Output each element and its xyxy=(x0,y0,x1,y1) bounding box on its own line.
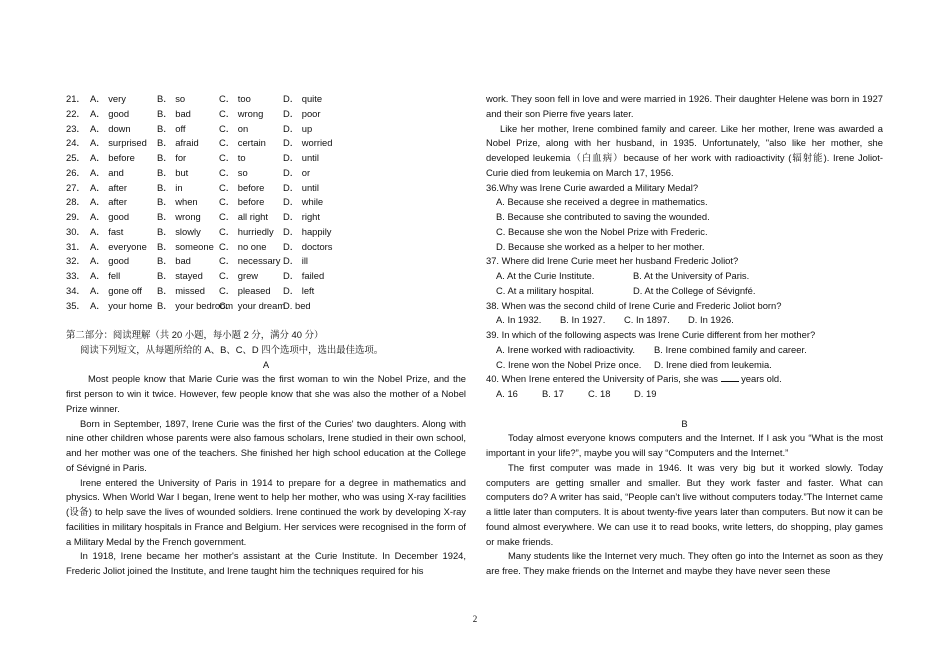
cloze-option-row xyxy=(66,107,466,122)
option-b: B． slowly xyxy=(157,225,201,237)
cloze-option-row xyxy=(66,269,466,284)
reading-questions xyxy=(486,181,883,402)
part2-title: 第二部分：阅读理解（共 20 小题，每小题 2 分，满分 40 分） xyxy=(66,329,324,340)
question-options-row xyxy=(486,225,883,240)
answer-option: B. Because she contributed to saving the wounded. xyxy=(496,211,710,222)
option-a: A． everyone xyxy=(90,240,147,252)
question-stem xyxy=(486,372,883,387)
option-d: D． worried xyxy=(283,137,333,149)
answer-option: A. Because she received a degree in mathematics. xyxy=(496,196,708,208)
option-c: C． to xyxy=(219,152,246,163)
option-b: B． afraid xyxy=(157,137,199,149)
cloze-option-row xyxy=(66,240,466,255)
question-stem-text: years old. xyxy=(741,373,782,385)
answer-option: B. 17 xyxy=(542,388,564,399)
option-c: C． certain xyxy=(219,137,266,149)
option-a: A． fell xyxy=(90,270,121,281)
cloze-option-row xyxy=(66,225,466,240)
passage-b-label: B xyxy=(681,417,688,429)
option-a: A． your home xyxy=(90,299,153,311)
option-a: A． after xyxy=(90,196,127,208)
option-a: A． good xyxy=(90,211,130,222)
answer-blank xyxy=(721,372,739,382)
question-options-row xyxy=(486,240,883,255)
option-d: D． ill xyxy=(283,255,308,267)
option-a: A． gone off xyxy=(90,284,142,296)
option-d: D． doctors xyxy=(283,240,333,252)
question-options-row xyxy=(486,284,883,299)
option-d: D． quite xyxy=(283,93,323,104)
question-stem: 39. In which of the following aspects was Irene Curie different from her mother? xyxy=(486,329,816,340)
option-d: D． happily xyxy=(283,225,332,237)
option-c: C． too xyxy=(219,93,251,104)
cloze-option-row xyxy=(66,210,466,225)
question-stem-text: 40. When Irene entered the University of Paris, she was xyxy=(486,373,718,385)
passage-b-paragraph: The first computer was made in 1946. It was very big but it worked slowly. Today computers are getting smaller and smaller. But they work faster and faster. What can computers do? A writer has said, “People can’t live without computers today.”The Internet came a little later than computers. It is about twenty-five years later than computers. But now it can be found almost everywhere. We can use it to read books, write letters, do shopping, play games or make friends. xyxy=(486,461,883,547)
option-c: C． before xyxy=(219,181,265,193)
option-d: D． up xyxy=(283,122,313,134)
option-c: C． all right xyxy=(219,211,268,222)
option-b: B． when xyxy=(157,196,198,208)
option-d: D. bed xyxy=(283,299,311,311)
option-c: C． wrong xyxy=(219,107,264,119)
answer-option: D. Irene died from leukemia. xyxy=(654,358,772,370)
option-b: B． stayed xyxy=(157,270,203,281)
question-number: 28． xyxy=(66,196,86,208)
option-b: B． so xyxy=(157,93,186,104)
answer-option: D. At the College of Sévignfé. xyxy=(633,284,756,296)
question-options-row xyxy=(486,269,883,284)
left-column xyxy=(66,92,466,579)
part2-instruction: 阅读下列短文，从每题所给的 A、B、C、D 四个选项中，选出最佳选项。 xyxy=(80,343,384,355)
question-number: 22． xyxy=(66,107,86,119)
option-d: D． left xyxy=(283,284,315,296)
option-b: B． off xyxy=(157,122,186,134)
question-number: 25． xyxy=(66,152,86,163)
passage-a-paragraph: Born in September, 1897, Irene Curie was the first of the Curies' two daughters. Along with nine other children whose parents were also famous scholars, Irene studied in their own school, and her mother was one of the teachers. She finished her high school education at the College of Sévigné in Paris. xyxy=(66,417,466,473)
cloze-option-row xyxy=(66,284,466,299)
page-number: 2 xyxy=(472,614,478,624)
answer-option: C. Because she won the Nobel Prize with Frederic. xyxy=(496,225,708,237)
passage-a-paragraph: Most people know that Marie Curie was the first woman to win the Nobel Prize, and the first person to win it twice. However, few people know that she was also the mother of a Nobel Prize winner. xyxy=(66,373,466,414)
question-number: 27． xyxy=(66,181,86,193)
cloze-option-row xyxy=(66,254,466,269)
cloze-option-row xyxy=(66,299,466,314)
question-options-row xyxy=(486,387,883,402)
question-number: 31． xyxy=(66,240,86,252)
option-a: A． and xyxy=(90,166,124,178)
question-options-row xyxy=(486,210,883,225)
answer-option: B. Irene combined family and career. xyxy=(654,343,807,355)
answer-option: D. In 1926. xyxy=(688,314,734,326)
option-d: D． or xyxy=(283,166,311,178)
cloze-option-row xyxy=(66,122,466,137)
answer-option: A. 16 xyxy=(496,388,518,399)
option-b: B． your bedroom xyxy=(157,299,234,311)
answer-option: A. At the Curie Institute. xyxy=(496,270,595,281)
option-b: B． wrong xyxy=(157,211,201,222)
option-c: C． so xyxy=(219,166,248,178)
option-b: B． someone xyxy=(157,240,214,252)
option-b: B． but xyxy=(157,166,189,178)
option-b: B． for xyxy=(157,152,187,163)
question-options-row xyxy=(486,358,883,373)
question-number: 26． xyxy=(66,166,86,178)
option-d: D． failed xyxy=(283,270,325,281)
question-number: 21． xyxy=(66,93,86,104)
question-number: 30． xyxy=(66,225,86,237)
option-b: B． bad xyxy=(157,255,191,267)
cloze-options-list xyxy=(66,92,466,313)
right-column xyxy=(486,92,883,579)
question-number: 33． xyxy=(66,270,86,281)
passage-a-paragraph: Like her mother, Irene combined family and career. Like her mother, Irene was awarded a Nobel Prize, along with her husband, in 1935. Unfortunately, "also like her mother, she developed leukemia（白血病）because of her work with radioactivity (辐射能). Irene Joliot-Curie died from leukemia on March 17, 1956. xyxy=(486,122,883,178)
question-number: 32． xyxy=(66,255,86,267)
option-c: C． grew xyxy=(219,270,259,281)
option-c: C． hurriedly xyxy=(219,225,274,237)
question-options-row xyxy=(486,195,883,210)
option-a: A． after xyxy=(90,181,127,193)
passage-b-paragraph: Today almost everyone knows computers and the Internet. If I ask you “What is the most important in your life?”, maybe you will say “Computers and the Internet.” xyxy=(486,432,883,458)
answer-option: D. Because she worked as a helper to her mother. xyxy=(496,240,705,252)
passage-a-paragraph: Irene entered the University of Paris in 1914 to prepare for a degree in mathematics and physics. When World War I began, Irene went to help her mother, who was using X-ray facilities (设备) to help save the lives of wounded soldiers. Irene continued the work by developing X-ray facilities in military hospitals in France and Belgium. Her services were recognised in the form of a Military Medal by the French government. xyxy=(66,476,466,547)
passage-b-paragraph: Many students like the Internet very much. They often go into the Internet as soon as they are free. They make friends on the Internet and maybe they have never seen these xyxy=(486,550,883,576)
passage-a-paragraph: In 1918, Irene became her mother's assistant at the Curie Institute. In December 1924, Frederic Joliot joined the Institute, and Irene taught him the techniques required for his xyxy=(66,550,466,576)
question-number: 29． xyxy=(66,211,86,222)
answer-option: C. At a military hospital. xyxy=(496,284,594,296)
question-number: 23． xyxy=(66,122,86,134)
cloze-option-row xyxy=(66,195,466,210)
cloze-option-row xyxy=(66,151,466,166)
answer-option: C. In 1897. xyxy=(624,314,670,326)
question-stem: 38. When was the second child of Irene Curie and Frederic Joliot born? xyxy=(486,299,782,311)
option-a: A． good xyxy=(90,107,130,119)
option-a: A． fast xyxy=(90,225,124,237)
option-c: C． no one xyxy=(219,240,267,252)
answer-option: A. Irene worked with radioactivity. xyxy=(496,343,635,355)
option-a: A． surprised xyxy=(90,137,147,149)
option-b: B． in xyxy=(157,181,183,193)
question-options-row xyxy=(486,313,883,328)
question-number: 35． xyxy=(66,299,86,311)
cloze-option-row xyxy=(66,181,466,196)
option-c: C． before xyxy=(219,196,265,208)
option-b: B． missed xyxy=(157,284,205,296)
answer-option: A. In 1932. xyxy=(496,314,542,326)
option-a: A． very xyxy=(90,93,126,104)
cloze-option-row xyxy=(66,136,466,151)
question-stem: 37. Where did Irene Curie meet her husband Frederic Joliot? xyxy=(486,255,739,267)
question-options-row xyxy=(486,343,883,358)
option-a: A． down xyxy=(90,122,131,134)
answer-option: B. At the University of Paris. xyxy=(633,270,750,281)
answer-option: B. In 1927. xyxy=(560,314,606,326)
option-d: D． right xyxy=(283,211,320,222)
option-d: D． while xyxy=(283,196,324,208)
option-c: C． pleased xyxy=(219,284,271,296)
answer-option: D. 19 xyxy=(634,388,657,399)
cloze-option-row xyxy=(66,166,466,181)
option-a: A． before xyxy=(90,152,135,163)
option-d: D． poor xyxy=(283,107,321,119)
passage-a-label: A xyxy=(262,358,270,370)
option-d: D． until xyxy=(283,181,319,193)
passage-a-continued: work. They soon fell in love and were married in 1926. Their daughter Helene was born in 1927 and their son Pierre five years later. xyxy=(486,93,883,119)
option-d: D． until xyxy=(283,152,319,163)
option-c: C． your dream xyxy=(219,299,286,311)
question-stem: 36.Why was Irene Curie awarded a Military Medal? xyxy=(486,181,699,193)
answer-option: C. 18 xyxy=(588,388,611,399)
option-c: C． on xyxy=(219,122,249,134)
option-a: A． good xyxy=(90,255,130,267)
option-c: C． necessary xyxy=(219,255,281,267)
option-b: B． bad xyxy=(157,107,191,119)
cloze-option-row xyxy=(66,92,466,107)
question-number: 24． xyxy=(66,137,86,149)
answer-option: C. Irene won the Nobel Prize once. xyxy=(496,358,642,370)
question-number: 34． xyxy=(66,284,86,296)
